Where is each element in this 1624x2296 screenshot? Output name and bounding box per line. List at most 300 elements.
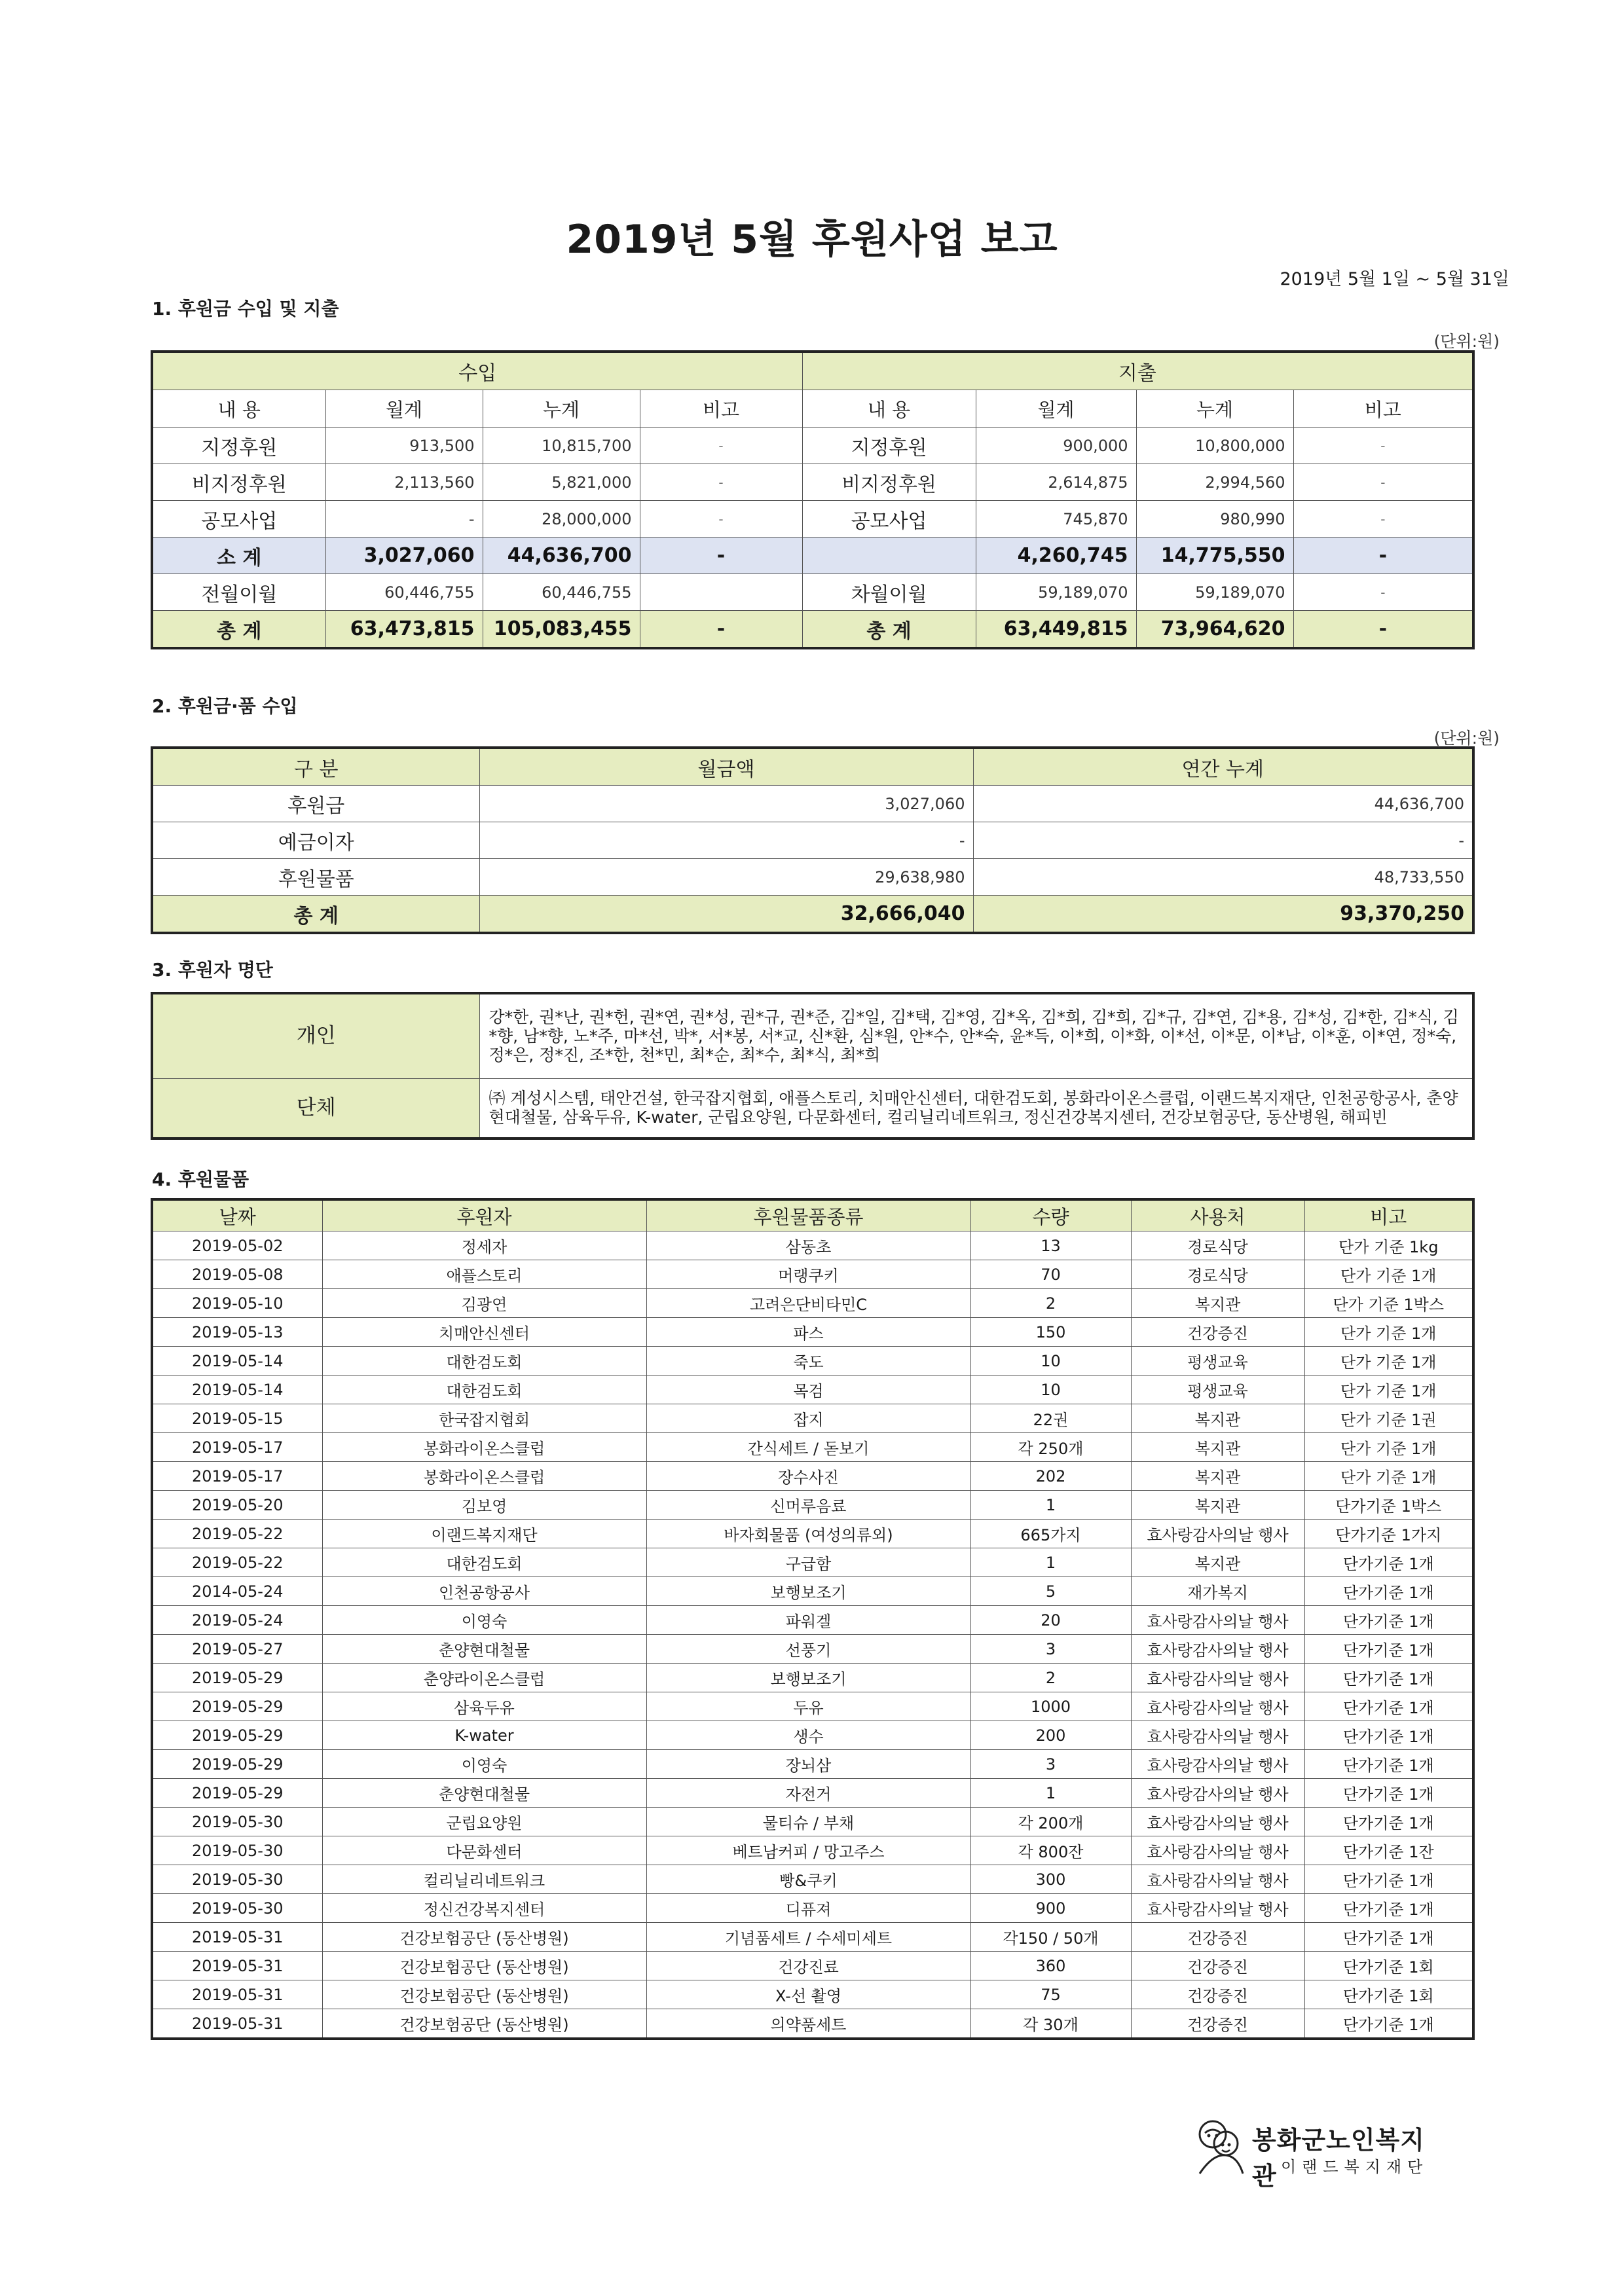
table-cell: 김보영 bbox=[322, 1491, 646, 1520]
table-cell: 10,800,000 bbox=[1136, 428, 1293, 464]
table-cell: 2014-05-24 bbox=[152, 1577, 322, 1606]
table-cell: 건강증진 bbox=[1131, 2009, 1304, 2039]
table-cell: 2019-05-24 bbox=[152, 1606, 322, 1635]
table-cell: 평생교육 bbox=[1131, 1376, 1304, 1404]
table-cell: 2,614,875 bbox=[976, 464, 1136, 501]
column-header: 비고 bbox=[1304, 1199, 1473, 1231]
table-cell: 22권 bbox=[970, 1404, 1131, 1433]
column-header: 누계 bbox=[1136, 390, 1293, 428]
table-cell: 단가기준 1개 bbox=[1304, 1779, 1473, 1808]
table-row bbox=[152, 501, 1473, 538]
table-cell: 단가 기준 1개 bbox=[1304, 1318, 1473, 1347]
table-row bbox=[152, 1433, 1473, 1462]
table-cell: 913,500 bbox=[325, 428, 483, 464]
table-cell: 공모사업 bbox=[802, 501, 976, 538]
table-row bbox=[152, 1376, 1473, 1404]
table-cell: 복지관 bbox=[1131, 1433, 1304, 1462]
table-cell: 2019-05-30 bbox=[152, 1894, 322, 1923]
table-cell: 군립요양원 bbox=[322, 1808, 646, 1836]
table-cell: 효사랑감사의날 행사 bbox=[1131, 1635, 1304, 1664]
table-cell: 900,000 bbox=[976, 428, 1136, 464]
table-cell: 삼동초 bbox=[646, 1231, 970, 1260]
table-row bbox=[152, 1923, 1473, 1952]
table-cell: 745,870 bbox=[976, 501, 1136, 538]
goods-header-row bbox=[152, 1199, 1473, 1231]
table-cell: 건강증진 bbox=[1131, 1952, 1304, 1980]
organization-foundation: 이랜드복지재단 bbox=[1281, 2158, 1429, 2176]
table-cell: 차월이월 bbox=[802, 574, 976, 611]
table-cell: 63,449,815 bbox=[976, 611, 1136, 649]
donation-income-header-row bbox=[152, 748, 1473, 786]
table-cell: 59,189,070 bbox=[1136, 574, 1293, 611]
table-cell: 단가기준 1개 bbox=[1304, 1577, 1473, 1606]
table-cell: 복지관 bbox=[1131, 1289, 1304, 1318]
table-row bbox=[152, 1952, 1473, 1980]
table-cell: 대한검도회 bbox=[322, 1376, 646, 1404]
table-row bbox=[152, 1664, 1473, 1692]
column-header: 월계 bbox=[325, 390, 483, 428]
column-header: 내 용 bbox=[802, 390, 976, 428]
table-cell: - bbox=[1293, 574, 1473, 611]
elderly-couple-logo-icon bbox=[1193, 2115, 1246, 2178]
table-row bbox=[152, 1318, 1473, 1347]
table-cell: 2019-05-29 bbox=[152, 1779, 322, 1808]
table-cell: 건강진료 bbox=[646, 1952, 970, 1980]
table-row bbox=[152, 859, 1473, 896]
column-header: 월금액 bbox=[479, 748, 973, 786]
table-cell: 베트남커피 / 망고주스 bbox=[646, 1836, 970, 1865]
report-period: 2019년 5월 1일 ~ 5월 31일 bbox=[1280, 269, 1509, 289]
table-cell: 73,964,620 bbox=[1136, 611, 1293, 649]
table-cell: 단가기준 1개 bbox=[1304, 1635, 1473, 1664]
table-cell: 각 250개 bbox=[970, 1433, 1131, 1462]
table-cell: 건강보험공단 (동산병원) bbox=[322, 1980, 646, 2009]
column-header: 구 분 bbox=[152, 748, 479, 786]
table-cell: 효사랑감사의날 행사 bbox=[1131, 1664, 1304, 1692]
organization-name: 봉화군노인복지관 bbox=[1252, 2126, 1425, 2191]
table-cell: 후원금 bbox=[152, 786, 479, 822]
table-cell: 효사랑감사의날 행사 bbox=[1131, 1779, 1304, 1808]
table-cell: 예금이자 bbox=[152, 822, 479, 859]
table-cell: 3 bbox=[970, 1635, 1131, 1664]
table-cell: 간식세트 / 돋보기 bbox=[646, 1433, 970, 1462]
table-cell: 13 bbox=[970, 1231, 1131, 1260]
table-cell: 단가기준 1개 bbox=[1304, 1664, 1473, 1692]
section-4-heading: 4. 후원물품 bbox=[152, 1169, 249, 1190]
table-cell: 2019-05-29 bbox=[152, 1750, 322, 1779]
table-cell: 복지관 bbox=[1131, 1404, 1304, 1433]
table-cell: 59,189,070 bbox=[976, 574, 1136, 611]
table-cell: 효사랑감사의날 행사 bbox=[1131, 1894, 1304, 1923]
table-cell: 각 800잔 bbox=[970, 1836, 1131, 1865]
unit-label-2: (단위:원) bbox=[1433, 729, 1500, 748]
table-cell: 10 bbox=[970, 1376, 1131, 1404]
income-header: 수입 bbox=[152, 352, 802, 390]
column-header: 사용처 bbox=[1131, 1199, 1304, 1231]
table-cell: 900 bbox=[970, 1894, 1131, 1923]
table-cell: 경로식당 bbox=[1131, 1260, 1304, 1289]
table-cell: 총 계 bbox=[152, 896, 479, 934]
table-row bbox=[152, 2009, 1473, 2039]
table-row bbox=[152, 1980, 1473, 2009]
table-cell: - bbox=[325, 501, 483, 538]
section-1-heading: 1. 후원금 수입 및 지출 bbox=[152, 298, 339, 319]
table-cell: 봉화라이온스클럽 bbox=[322, 1433, 646, 1462]
table-cell: 총 계 bbox=[802, 611, 976, 649]
table-cell: K-water bbox=[322, 1721, 646, 1750]
table-row bbox=[152, 1865, 1473, 1894]
table-cell: 980,990 bbox=[1136, 501, 1293, 538]
table-cell: 105,083,455 bbox=[483, 611, 640, 649]
table-cell: - bbox=[973, 822, 1473, 859]
table-cell: 44,636,700 bbox=[973, 786, 1473, 822]
table-row bbox=[152, 1836, 1473, 1865]
table-cell: 단가 기준 1개 bbox=[1304, 1347, 1473, 1376]
table-cell: 파스 bbox=[646, 1318, 970, 1347]
table-cell: - bbox=[1293, 611, 1473, 649]
table-cell: 자전거 bbox=[646, 1779, 970, 1808]
table-cell: 단가 기준 1개 bbox=[1304, 1376, 1473, 1404]
table-cell: 보행보조기 bbox=[646, 1577, 970, 1606]
table-cell: 1000 bbox=[970, 1692, 1131, 1721]
table-row bbox=[152, 1894, 1473, 1923]
table-cell: 44,636,700 bbox=[483, 538, 640, 574]
table-cell: 60,446,755 bbox=[483, 574, 640, 611]
table-cell: 지정후원 bbox=[802, 428, 976, 464]
table-cell: 2019-05-22 bbox=[152, 1548, 322, 1577]
table-cell: 2019-05-29 bbox=[152, 1664, 322, 1692]
table-cell: - bbox=[1293, 428, 1473, 464]
table-cell: 2019-05-17 bbox=[152, 1433, 322, 1462]
table-cell: 경로식당 bbox=[1131, 1231, 1304, 1260]
table-cell: 2019-05-14 bbox=[152, 1347, 322, 1376]
table-cell: 2019-05-30 bbox=[152, 1808, 322, 1836]
table-row bbox=[152, 1289, 1473, 1318]
table-cell: 단가기준 1개 bbox=[1304, 1692, 1473, 1721]
table-cell: - bbox=[640, 501, 802, 538]
table-row bbox=[152, 1779, 1473, 1808]
table-cell: 단가기준 1회 bbox=[1304, 1952, 1473, 1980]
table-cell: 복지관 bbox=[1131, 1548, 1304, 1577]
table-cell: 복지관 bbox=[1131, 1491, 1304, 1520]
table-cell: 4,260,745 bbox=[976, 538, 1136, 574]
table-cell: 75 bbox=[970, 1980, 1131, 2009]
table-row bbox=[152, 1231, 1473, 1260]
table-cell: 대한검도회 bbox=[322, 1347, 646, 1376]
table-cell: - bbox=[640, 611, 802, 649]
table-cell: 1 bbox=[970, 1491, 1131, 1520]
table-cell: 구급함 bbox=[646, 1548, 970, 1577]
table-row bbox=[152, 822, 1473, 859]
section-3-heading: 3. 후원자 명단 bbox=[152, 959, 273, 981]
table-cell: - bbox=[640, 464, 802, 501]
donation-income-table bbox=[151, 746, 1475, 934]
table-cell: 의약품세트 bbox=[646, 2009, 970, 2039]
table-cell: 각 200개 bbox=[970, 1808, 1131, 1836]
table-cell: 단가기준 1잔 bbox=[1304, 1836, 1473, 1865]
table-cell: 후원물품 bbox=[152, 859, 479, 896]
table-cell: 2019-05-30 bbox=[152, 1865, 322, 1894]
table-cell: 단가기준 1개 bbox=[1304, 1923, 1473, 1952]
table-cell: 단가 기준 1개 bbox=[1304, 1260, 1473, 1289]
table-cell: 48,733,550 bbox=[973, 859, 1473, 896]
table-cell: - bbox=[640, 428, 802, 464]
table-cell: 2019-05-14 bbox=[152, 1376, 322, 1404]
table-cell: 2,113,560 bbox=[325, 464, 483, 501]
donated-goods-table bbox=[151, 1198, 1475, 2040]
table-cell: 정세자 bbox=[322, 1231, 646, 1260]
table-cell: 총 계 bbox=[152, 611, 325, 649]
table-cell: 장수사진 bbox=[646, 1462, 970, 1491]
table-cell: X-선 촬영 bbox=[646, 1980, 970, 2009]
column-header: 누계 bbox=[483, 390, 640, 428]
table-cell: 다문화센터 bbox=[322, 1836, 646, 1865]
table-row bbox=[152, 428, 1473, 464]
table-cell: 효사랑감사의날 행사 bbox=[1131, 1750, 1304, 1779]
donor-list-table bbox=[151, 992, 1475, 1140]
table-row bbox=[152, 1404, 1473, 1433]
table-cell: 3,027,060 bbox=[325, 538, 483, 574]
column-header: 비고 bbox=[640, 390, 802, 428]
table-cell: 파워겔 bbox=[646, 1606, 970, 1635]
table-cell: 건강보험공단 (동산병원) bbox=[322, 2009, 646, 2039]
table-cell: 단가기준 1박스 bbox=[1304, 1491, 1473, 1520]
table-cell: 건강보험공단 (동산병원) bbox=[322, 1952, 646, 1980]
table-cell: 2019-05-31 bbox=[152, 1980, 322, 2009]
table-cell: 20 bbox=[970, 1606, 1131, 1635]
table-cell: 단가기준 1개 bbox=[1304, 1606, 1473, 1635]
table-row bbox=[152, 1520, 1473, 1548]
income-expense-column-row bbox=[152, 390, 1473, 428]
table-cell: 잡지 bbox=[646, 1404, 970, 1433]
table-cell: 63,473,815 bbox=[325, 611, 483, 649]
table-row bbox=[152, 1260, 1473, 1289]
column-header: 수량 bbox=[970, 1199, 1131, 1231]
table-cell: 2019-05-17 bbox=[152, 1462, 322, 1491]
table-cell: 2019-05-30 bbox=[152, 1836, 322, 1865]
table-cell: 신머루음료 bbox=[646, 1491, 970, 1520]
table-cell: - bbox=[479, 822, 973, 859]
column-header: 비고 bbox=[1293, 390, 1473, 428]
table-cell: 2019-05-31 bbox=[152, 1923, 322, 1952]
table-cell: 단가기준 1가지 bbox=[1304, 1520, 1473, 1548]
table-cell: 머랭쿠키 bbox=[646, 1260, 970, 1289]
column-header: 후원자 bbox=[322, 1199, 646, 1231]
table-cell: 비지정후원 bbox=[802, 464, 976, 501]
table-cell bbox=[640, 574, 802, 611]
table-cell: 5,821,000 bbox=[483, 464, 640, 501]
table-cell: 2019-05-31 bbox=[152, 1952, 322, 1980]
table-cell: 건강증진 bbox=[1131, 1980, 1304, 2009]
table-row bbox=[152, 1548, 1473, 1577]
table-cell: 2019-05-27 bbox=[152, 1635, 322, 1664]
table-cell: 애플스토리 bbox=[322, 1260, 646, 1289]
table-cell: 70 bbox=[970, 1260, 1131, 1289]
table-cell: 28,000,000 bbox=[483, 501, 640, 538]
table-cell: 2019-05-10 bbox=[152, 1289, 322, 1318]
table-cell: 봉화라이온스클럽 bbox=[322, 1462, 646, 1491]
table-cell: 300 bbox=[970, 1865, 1131, 1894]
table-cell: 보행보조기 bbox=[646, 1664, 970, 1692]
table-cell: 고려은단비타민C bbox=[646, 1289, 970, 1318]
table-cell: 평생교육 bbox=[1131, 1347, 1304, 1376]
table-cell: 665가지 bbox=[970, 1520, 1131, 1548]
table-cell: 빵&쿠키 bbox=[646, 1865, 970, 1894]
table-cell: 건강보험공단 (동산병원) bbox=[322, 1923, 646, 1952]
table-cell: 2019-05-22 bbox=[152, 1520, 322, 1548]
table-row bbox=[152, 1347, 1473, 1376]
table-cell: 죽도 bbox=[646, 1347, 970, 1376]
unit-label-1: (단위:원) bbox=[1433, 332, 1500, 351]
table-cell: 이영숙 bbox=[322, 1750, 646, 1779]
table-cell: 단가 기준 1개 bbox=[1304, 1462, 1473, 1491]
table-cell: 김광연 bbox=[322, 1289, 646, 1318]
table-cell: 14,775,550 bbox=[1136, 538, 1293, 574]
table-cell: 2 bbox=[970, 1289, 1131, 1318]
table-cell: 360 bbox=[970, 1952, 1131, 1980]
table-cell: 이영숙 bbox=[322, 1606, 646, 1635]
column-header: 연간 누계 bbox=[973, 748, 1473, 786]
table-cell: 지정후원 bbox=[152, 428, 325, 464]
table-row bbox=[152, 1721, 1473, 1750]
table-cell: 10,815,700 bbox=[483, 428, 640, 464]
income-expense-body bbox=[152, 390, 1473, 649]
table-cell: 단가 기준 1박스 bbox=[1304, 1289, 1473, 1318]
table-cell: 효사랑감사의날 행사 bbox=[1131, 1808, 1304, 1836]
table-cell: 93,370,250 bbox=[973, 896, 1473, 934]
table-cell: 단가기준 1개 bbox=[1304, 1721, 1473, 1750]
table-cell: 2019-05-15 bbox=[152, 1404, 322, 1433]
table-cell: - bbox=[1293, 538, 1473, 574]
table-cell: 2019-05-31 bbox=[152, 2009, 322, 2039]
table-cell: 선풍기 bbox=[646, 1635, 970, 1664]
table-cell: 단가기준 1개 bbox=[1304, 1808, 1473, 1836]
table-cell: 치매안신센터 bbox=[322, 1318, 646, 1347]
table-cell: 효사랑감사의날 행사 bbox=[1131, 1836, 1304, 1865]
column-header: 날짜 bbox=[152, 1199, 322, 1231]
table-cell: 2 bbox=[970, 1664, 1131, 1692]
table-cell: 춘양현대철물 bbox=[322, 1635, 646, 1664]
table-cell: 디퓨져 bbox=[646, 1894, 970, 1923]
column-header: 월계 bbox=[976, 390, 1136, 428]
table-cell: 두유 bbox=[646, 1692, 970, 1721]
table-row bbox=[152, 1808, 1473, 1836]
individual-label: 개인 bbox=[152, 993, 479, 1078]
table-cell: 인천공항공사 bbox=[322, 1577, 646, 1606]
table-cell: 바자회물품 (여성의류외) bbox=[646, 1520, 970, 1548]
section-2-heading: 2. 후원금·품 수입 bbox=[152, 695, 298, 717]
organization-logo bbox=[1193, 2115, 1429, 2191]
table-cell: 2019-05-29 bbox=[152, 1692, 322, 1721]
table-cell: 공모사업 bbox=[152, 501, 325, 538]
table-row bbox=[152, 1606, 1473, 1635]
table-cell: 한국잡지협회 bbox=[322, 1404, 646, 1433]
table-cell: 효사랑감사의날 행사 bbox=[1131, 1692, 1304, 1721]
table-cell: 2019-05-20 bbox=[152, 1491, 322, 1520]
table-cell: 2,994,560 bbox=[1136, 464, 1293, 501]
table-cell: 단가기준 1개 bbox=[1304, 1750, 1473, 1779]
group-label: 단체 bbox=[152, 1078, 479, 1139]
table-cell: 150 bbox=[970, 1318, 1131, 1347]
table-row bbox=[152, 464, 1473, 501]
table-cell: 2019-05-02 bbox=[152, 1231, 322, 1260]
table-cell: - bbox=[1293, 464, 1473, 501]
table-cell: 각150 / 50개 bbox=[970, 1923, 1131, 1952]
table-cell: 효사랑감사의날 행사 bbox=[1131, 1721, 1304, 1750]
table-cell: 장뇌삼 bbox=[646, 1750, 970, 1779]
page-title: 2019년 5월 후원사업 보고 bbox=[566, 217, 1058, 263]
table-cell: 건강증진 bbox=[1131, 1318, 1304, 1347]
table-cell: 단가기준 1개 bbox=[1304, 1865, 1473, 1894]
table-row bbox=[152, 896, 1473, 934]
table-cell: 5 bbox=[970, 1577, 1131, 1606]
table-cell: 2019-05-29 bbox=[152, 1721, 322, 1750]
table-cell: 202 bbox=[970, 1462, 1131, 1491]
table-row bbox=[152, 574, 1473, 611]
table-cell: 60,446,755 bbox=[325, 574, 483, 611]
table-cell: 비지정후원 bbox=[152, 464, 325, 501]
table-cell: 소 계 bbox=[152, 538, 325, 574]
table-cell: 각 30개 bbox=[970, 2009, 1131, 2039]
income-expense-table bbox=[151, 350, 1475, 649]
table-cell: 1 bbox=[970, 1779, 1131, 1808]
table-cell: 29,638,980 bbox=[479, 859, 973, 896]
table-cell: 단가기준 1개 bbox=[1304, 2009, 1473, 2039]
table-cell: 전월이월 bbox=[152, 574, 325, 611]
table-cell: 대한검도회 bbox=[322, 1548, 646, 1577]
table-row bbox=[152, 786, 1473, 822]
table-cell: 복지관 bbox=[1131, 1462, 1304, 1491]
table-cell: 단가기준 1개 bbox=[1304, 1894, 1473, 1923]
table-row bbox=[152, 1491, 1473, 1520]
table-cell: 재가복지 bbox=[1131, 1577, 1304, 1606]
individual-donors: 강*한, 권*난, 권*헌, 권*연, 권*성, 권*규, 권*준, 김*일, 김*택, 김*영, 김*옥, 김*희, 김*희, 김*규, 김*연, 김*용, 김*성, 김*한, 김*식, 김*향, 남*향, 노*주, 마*선, 박*, 서*봉, 서*교, 신*환, 심*원, 안*수, 안*숙, 윤*득, 이*희, 이*화, 이*선, 이*문, 이*남, 이*훈, 이*연, 정*숙, 정*은, 정*진, 조*한, 천*민, 최*순, 최*수, 최*식, 최*희 bbox=[479, 993, 1473, 1078]
table-cell: 효사랑감사의날 행사 bbox=[1131, 1865, 1304, 1894]
table-cell: 컬리닐리네트워크 bbox=[322, 1865, 646, 1894]
table-cell: 10 bbox=[970, 1347, 1131, 1376]
table-cell: 삼육두유 bbox=[322, 1692, 646, 1721]
table-cell: 생수 bbox=[646, 1721, 970, 1750]
table-row bbox=[152, 611, 1473, 649]
table-cell: 단가기준 1회 bbox=[1304, 1980, 1473, 2009]
table-row bbox=[152, 1750, 1473, 1779]
table-cell: - bbox=[1293, 501, 1473, 538]
table-row bbox=[152, 1577, 1473, 1606]
table-row bbox=[152, 538, 1473, 574]
table-cell: 단가 기준 1kg bbox=[1304, 1231, 1473, 1260]
table-cell: 건강증진 bbox=[1131, 1923, 1304, 1952]
group-donors: ㈜ 계성시스템, 태안건설, 한국잡지협회, 애플스토리, 치매안신센터, 대한검도회, 봉화라이온스클럽, 이랜드복지재단, 인천공항공사, 춘양현대철물, 삼육두유, K-water, 군립요양원, 다문화센터, 컬리닐리네트워크, 정신건강복지센터, 건강보험공단, 동산병원, 해피빈 bbox=[479, 1078, 1473, 1139]
table-cell: 단가 기준 1개 bbox=[1304, 1433, 1473, 1462]
column-header: 내 용 bbox=[152, 390, 325, 428]
table-cell: 32,666,040 bbox=[479, 896, 973, 934]
table-cell: 목검 bbox=[646, 1376, 970, 1404]
table-cell: 2019-05-13 bbox=[152, 1318, 322, 1347]
table-cell: 1 bbox=[970, 1548, 1131, 1577]
table-cell: 물티슈 / 부채 bbox=[646, 1808, 970, 1836]
table-cell bbox=[802, 538, 976, 574]
table-cell: 3,027,060 bbox=[479, 786, 973, 822]
table-cell: 기념품세트 / 수세미세트 bbox=[646, 1923, 970, 1952]
table-row bbox=[152, 1635, 1473, 1664]
table-row bbox=[152, 1692, 1473, 1721]
table-cell: 효사랑감사의날 행사 bbox=[1131, 1606, 1304, 1635]
table-cell: 3 bbox=[970, 1750, 1131, 1779]
expense-header: 지출 bbox=[802, 352, 1473, 390]
table-cell: 춘양라이온스클럽 bbox=[322, 1664, 646, 1692]
table-cell: 정신건강복지센터 bbox=[322, 1894, 646, 1923]
table-row bbox=[152, 1462, 1473, 1491]
